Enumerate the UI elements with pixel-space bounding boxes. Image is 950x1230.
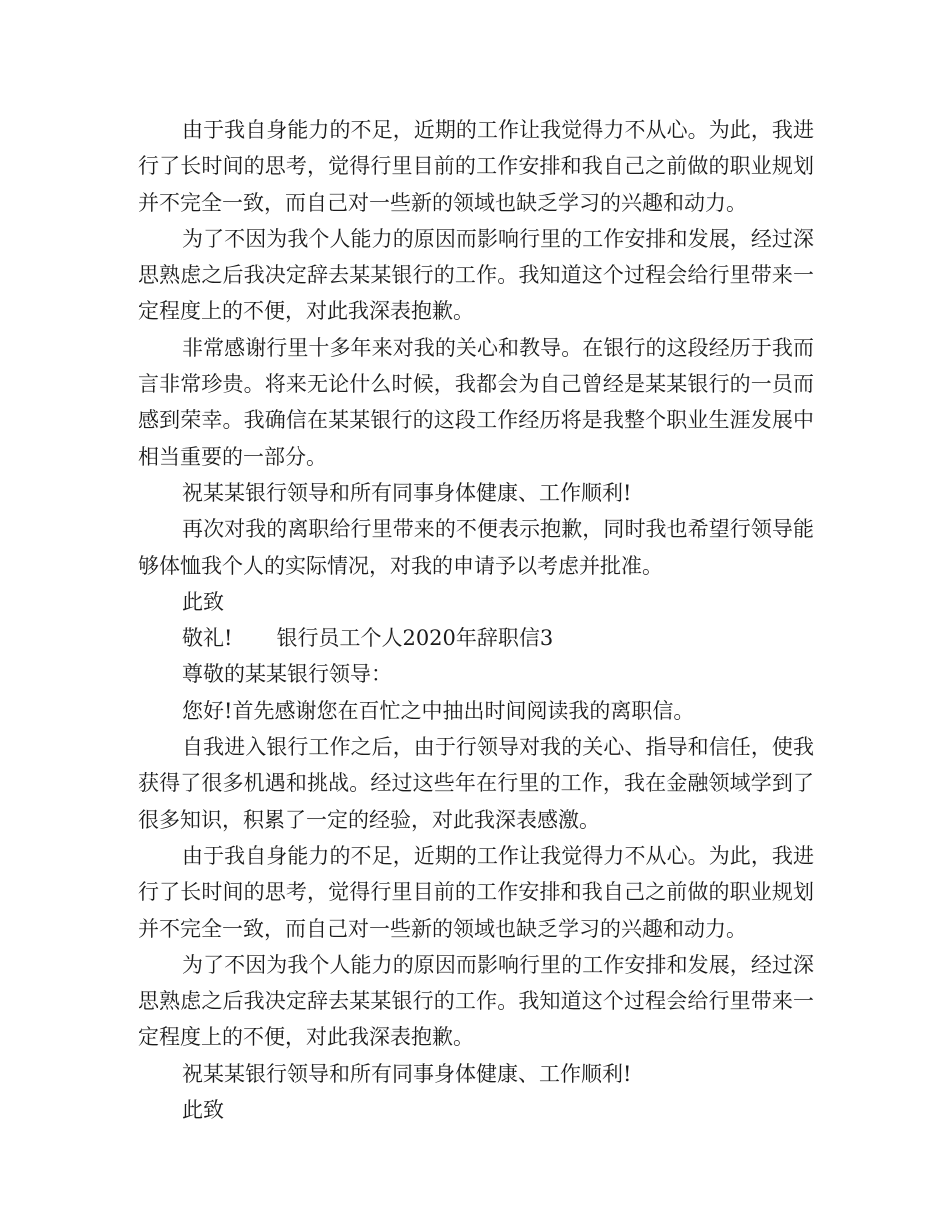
closing-line <box>138 620 814 656</box>
paragraph-resignation-decision: 为了不因为我个人能力的原因而影响行里的工作安排和发展，经过深思熟虑之后我决定辞去某某银行的工作。我知道这个过程会给行里带来一定程度上的不便，对此我深表抱歉。 <box>138 226 814 324</box>
salute-text: 敬礼! <box>182 626 233 651</box>
letter2-opening: 您好!首先感谢您在百忙之中抽出时间阅读我的离职信。 <box>182 698 695 723</box>
paragraph-wishes: 祝某某银行领导和所有同事身体健康、工作顺利! <box>182 480 632 505</box>
letter-body <box>138 112 814 1128</box>
letter2-ability: 由于我自身能力的不足，近期的工作让我觉得力不从心。为此，我进行了长时间的思考，觉得行里目前的工作安排和我自己之前做的职业规划并不完全一致，而自己对一些新的领域也缺乏学习的兴趣和动力。 <box>138 843 814 941</box>
letter2-greeting: 尊敬的某某银行领导： <box>182 662 392 687</box>
next-letter-title: 银行员工个人2020年辞职信3 <box>276 626 554 651</box>
paragraph-cizhi: 此致 <box>182 589 224 614</box>
letter2-wishes: 祝某某银行领导和所有同事身体健康、工作顺利! <box>182 1061 632 1086</box>
letter2-experience: 自我进入银行工作之后，由于行领导对我的关心、指导和信任，使我获得了很多机遇和挑战。经过这些年在行里的工作，我在金融领域学到了很多知识，积累了一定的经验，对此我深表感激。 <box>138 735 814 832</box>
paragraph-apology: 再次对我的离职给行里带来的不便表示抱歉，同时我也希望行领导能够体恤我个人的实际情况，对我的申请予以考虑并批准。 <box>138 517 814 578</box>
paragraph-ability: 由于我自身能力的不足，近期的工作让我觉得力不从心。为此，我进行了长时间的思考，觉得行里目前的工作安排和我自己之前做的职业规划并不完全一致，而自己对一些新的领域也缺乏学习的兴趣和动力。 <box>138 118 814 215</box>
letter2-cizhi: 此致 <box>182 1098 224 1123</box>
letter2-resignation-decision: 为了不因为我个人能力的原因而影响行里的工作安排和发展，经过深思熟虑之后我决定辞去某某银行的工作。我知道这个过程会给行里带来一定程度上的不便，对此我深表抱歉。 <box>138 952 814 1050</box>
paragraph-gratitude: 非常感谢行里十多年来对我的关心和教导。在银行的这段经历于我而言非常珍贵。将来无论什么时候，我都会为自己曾经是某某银行的一员而感到荣幸。我确信在某某银行的这段工作经历将是我整个职业生涯发展中相当重要的一部分。 <box>138 335 814 469</box>
